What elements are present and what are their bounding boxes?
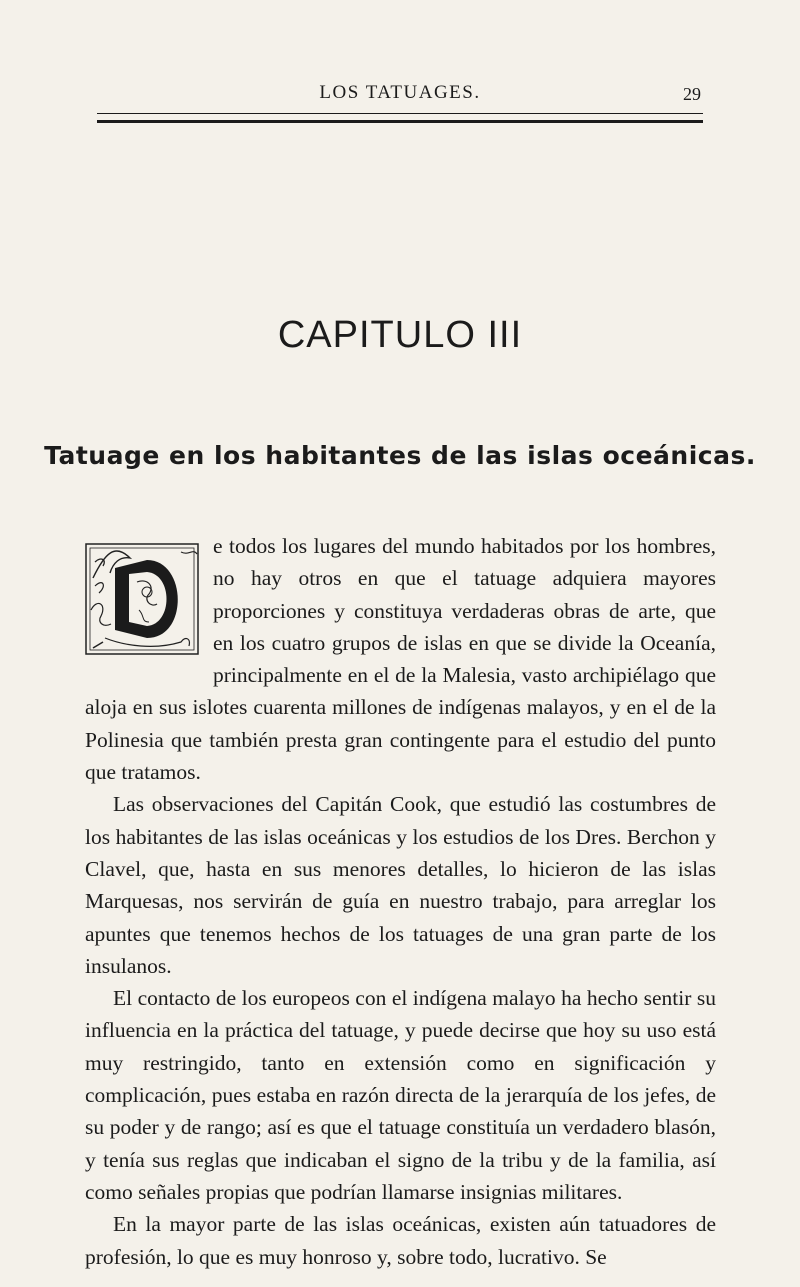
body-text <box>85 530 716 1273</box>
initial-space <box>85 530 213 690</box>
paragraph: e todos los lugares del mundo habitados por los hombres, no hay otros en que el tatuage adquiera mayores proporciones y constituya verdaderas obras de arte, que en los cuatro grupos de islas en que se divide la Oceanía, principalmente en el de la Malesia, vasto archipiélago que aloja en sus islotes cuarenta millones de indígenas malayos, y en el de la Polinesia que también presta gran contingente para el estudio del punto que tratamos. <box>85 534 716 785</box>
paragraph: En la mayor parte de las islas oceánicas, existen aún tatuadores de profesión, lo que es muy honroso y, sobre todo, lucrativo. Se <box>85 1212 716 1269</box>
paragraph: El contacto de los europeos con el indígena malayo ha hecho sentir su influencia en la práctica del tatuage, y puede decirse que hoy su uso está muy restringido, tanto en extensión como en significación y complicación, pues estaba en razón directa de la jerarquía de los jefes, de su poder y de rango; así es que el tatuage constituía un verdadero blasón, y tenía sus reglas que indicaban el signo de la tribu y de la familia, así como señales propias que podrían llamarse insignias militares. <box>85 986 716 1204</box>
running-title: LOS TATUAGES. <box>319 82 481 103</box>
header-rule-thin <box>97 113 703 114</box>
chapter-subtitle: Tatuage en los habitantes de las islas oceánicas. <box>44 441 756 470</box>
chapter-title: CAPITULO III <box>277 314 523 356</box>
header-rule-thick <box>97 120 703 123</box>
page-number: 29 <box>683 84 701 104</box>
paragraph: Las observaciones del Capitán Cook, que estudió las costumbres de los habitantes de las islas oceánicas y los estudios de los Dres. Berchon y Clavel, que, hasta en sus menores detalles, lo hicieron de las islas Marquesas, nos servirán de guía en nuestro trabajo, para arreglar los apuntes que tenemos hechos de los tatuages de una gran parte de los insulanos. <box>85 792 716 978</box>
